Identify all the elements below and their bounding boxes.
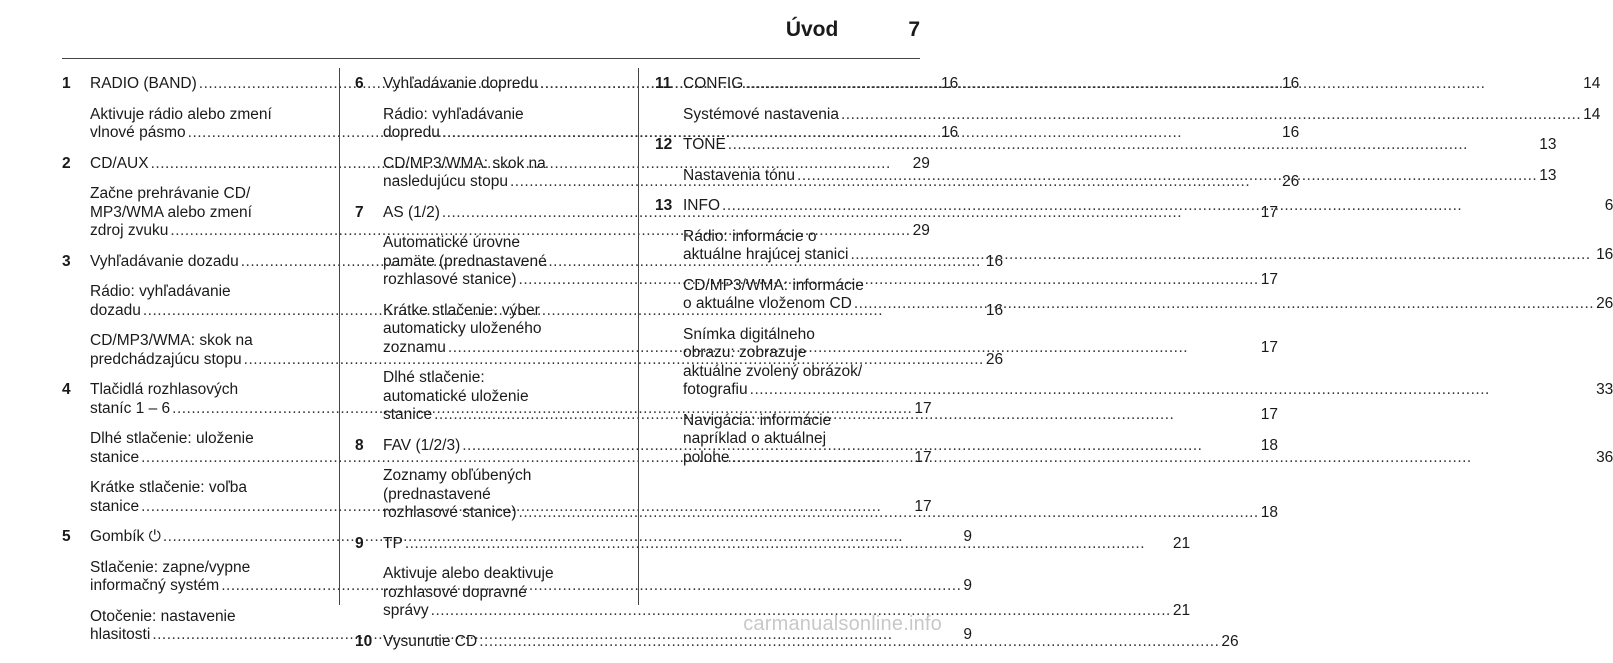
entry-number: 3 — [62, 252, 71, 270]
entry-number: 13 — [655, 197, 673, 214]
item-leader-line — [683, 449, 1613, 468]
item-leader-line — [683, 167, 1556, 186]
item-label: stanice — [383, 406, 433, 423]
item-page-ref: 18 — [1260, 436, 1278, 454]
toc-entry — [355, 534, 1191, 621]
item-page-ref: 21 — [1172, 534, 1191, 552]
item-text-line: CD/MP3/WMA: informácie — [683, 276, 864, 294]
entry-number: 2 — [62, 154, 71, 172]
page-number: 7 — [908, 18, 920, 41]
dot-leader — [745, 75, 1581, 94]
entry-number: 5 — [62, 528, 71, 545]
dot-leader — [750, 381, 1594, 400]
item-page-ref: 21 — [1172, 602, 1191, 619]
item-text-line: Rádio: vyhľadávanie — [383, 105, 524, 123]
item-leader-line — [683, 197, 1613, 216]
dot-leader — [519, 504, 1259, 523]
item-page-ref: 14 — [1583, 105, 1601, 123]
item-label: predchádzajúcu stopu — [90, 350, 242, 368]
item-label: Vysunutie CD — [383, 632, 478, 650]
item-text-line: Aktivuje rádio alebo zmení — [90, 105, 272, 123]
item-leader-line — [683, 295, 1613, 314]
item-page-ref: 16 — [940, 124, 959, 141]
item-page-ref: 17 — [1260, 271, 1278, 288]
item-label: FAV (1/2/3) — [383, 436, 461, 454]
entry-number: 12 — [655, 136, 673, 153]
item-label: CONFIG — [683, 75, 744, 92]
item-label: fotografiu — [683, 381, 748, 398]
dot-leader — [797, 167, 1537, 186]
item-label: Systémové nastavenia — [683, 105, 839, 123]
item-label: Gombík ⏻ — [90, 528, 161, 545]
item-page-ref: 16 — [1596, 246, 1613, 263]
dot-leader — [850, 246, 1594, 265]
item-leader-line — [683, 246, 1613, 265]
entry-number: 10 — [355, 632, 373, 650]
item-text-line: Snímka digitálneho — [683, 325, 815, 343]
item-text-line: Rádio: vyhľadávanie — [90, 283, 231, 300]
dot-leader — [728, 136, 1537, 155]
item-text-line: Navigácia: informácie — [683, 411, 832, 429]
entry-body — [683, 75, 1600, 124]
item-label: dopredu — [383, 124, 440, 141]
item-page-ref: 13 — [1539, 166, 1557, 184]
item-page-ref: 29 — [912, 154, 930, 172]
entry-body — [683, 197, 1613, 467]
item-page-ref: 17 — [914, 448, 932, 466]
item-leader-line — [383, 535, 1190, 554]
toc-item — [683, 197, 1613, 216]
item-page-ref: 29 — [912, 222, 930, 239]
item-label: správy — [383, 602, 429, 619]
entry-number: 9 — [355, 534, 364, 552]
dot-leader — [722, 197, 1603, 216]
item-label: nasledujúcu stopu — [383, 173, 508, 190]
entry-number: 11 — [655, 75, 672, 92]
item-label: AS (1/2) — [383, 203, 440, 221]
item-text-line: (prednastavené — [383, 485, 491, 503]
item-page-ref: 26 — [1281, 173, 1300, 190]
item-page-ref: 13 — [1539, 136, 1557, 153]
item-label: informačný systém — [90, 577, 220, 594]
item-label: stanice — [90, 497, 140, 515]
item-text-line: Zoznamy obľúbených — [383, 467, 532, 484]
toc-item — [683, 228, 1613, 265]
item-page-ref: 36 — [1596, 448, 1613, 466]
item-page-ref: 16 — [1281, 124, 1300, 141]
item-label: rozhlasové stanice) — [383, 271, 517, 288]
item-label: aktuálne hrajúcej stanici — [683, 246, 849, 263]
column-divider — [339, 68, 340, 605]
item-leader-line — [683, 75, 1600, 94]
item-page-ref: 26 — [1221, 632, 1239, 650]
item-page-ref: 16 — [1281, 75, 1300, 92]
toc-item — [683, 167, 1556, 186]
item-page-ref: 33 — [1596, 381, 1613, 398]
item-text-line: Tlačidlá rozhlasových — [90, 381, 239, 398]
item-text-line: pamäte (prednastavené — [383, 252, 547, 270]
item-page-ref: 14 — [1583, 75, 1601, 92]
item-label: staníc 1 – 6 — [90, 399, 171, 417]
item-text-line: Krátke stlačenie: výber — [383, 301, 540, 319]
item-label: stanice — [90, 448, 140, 466]
item-text-line: Dlhé stlačenie: uloženie — [90, 430, 254, 447]
item-page-ref: 16 — [985, 252, 1004, 270]
item-label: zdroj zvuku — [90, 222, 169, 239]
dot-leader — [854, 295, 1594, 314]
entry-number: 8 — [355, 436, 364, 454]
item-text-line: CD/MP3/WMA: skok na — [90, 332, 253, 349]
item-page-ref: 17 — [914, 399, 932, 417]
item-text-line: CD/MP3/WMA: skok na — [383, 154, 546, 172]
item-label: o aktuálne vloženom CD — [683, 295, 852, 312]
item-text-line: Automatické úrovne — [383, 234, 520, 251]
item-text-line: Začne prehrávanie CD/ — [90, 185, 251, 202]
page-header — [786, 18, 920, 42]
toc-entry — [355, 632, 1239, 652]
item-label: rozhlasové stanice) — [383, 504, 517, 521]
item-page-ref: 9 — [963, 577, 973, 594]
item-page-ref: 9 — [963, 626, 973, 643]
entry-number: 1 — [62, 75, 71, 92]
item-page-ref: 6 — [1604, 197, 1613, 214]
item-text-line: Rádio: informácie o — [683, 227, 817, 245]
toc-item — [683, 136, 1556, 155]
entry-number: 7 — [355, 203, 364, 221]
entry-body — [383, 535, 1190, 621]
item-text-line: rozhlasové dopravné — [383, 583, 527, 601]
entry-number: 6 — [355, 75, 364, 92]
item-label: vlnové pásmo — [90, 124, 186, 141]
column-divider — [638, 68, 639, 605]
item-label: dozadu — [90, 301, 141, 319]
item-text-line: Stlačenie: zapne/vypne — [90, 558, 251, 576]
item-page-ref: 17 — [1260, 338, 1278, 356]
item-text-line: obrazu: zobrazuje — [683, 344, 807, 361]
dot-leader — [405, 535, 1171, 554]
item-page-ref: 16 — [985, 301, 1004, 319]
item-leader-line — [683, 136, 1556, 155]
toc-item — [383, 535, 1190, 554]
item-page-ref: 18 — [1260, 504, 1278, 521]
item-page-ref: 17 — [914, 497, 932, 515]
item-text-line: automaticky uloženého — [383, 320, 542, 337]
item-leader-line — [683, 106, 1600, 125]
toc-item — [683, 277, 1613, 314]
item-page-ref: 26 — [985, 350, 1004, 368]
item-label: RADIO (BAND) — [90, 75, 197, 92]
item-label: hlasitosti — [90, 626, 151, 643]
item-label: zoznamu — [383, 338, 446, 356]
item-page-ref: 17 — [1260, 406, 1278, 423]
item-leader-line — [383, 504, 1278, 523]
entry-body — [683, 136, 1556, 185]
dot-leader — [732, 449, 1595, 468]
item-text-line: Otočenie: nastavenie — [90, 607, 236, 625]
item-text-line: Krátke stlačenie: voľba — [90, 479, 248, 496]
item-text-line: automatické uloženie — [383, 387, 529, 405]
item-page-ref: 26 — [1596, 295, 1613, 312]
item-label: Vyhľadávanie dopredu — [383, 75, 538, 92]
item-label: TP — [383, 534, 403, 552]
dot-leader — [841, 106, 1581, 125]
toc-item — [683, 326, 1613, 400]
toc-item — [683, 75, 1600, 94]
item-page-ref: 9 — [963, 528, 973, 545]
page-title: Úvod — [785, 18, 839, 41]
header-rule — [62, 58, 920, 59]
item-text-line: aktuálne zvolený obrázok/ — [683, 362, 863, 380]
item-leader-line — [683, 381, 1613, 400]
toc-item — [683, 412, 1613, 468]
item-text-line: Aktivuje alebo deaktivuje — [383, 565, 554, 582]
item-label: Nastavenia tónu — [683, 166, 796, 184]
watermark: carmanualsonline.info — [743, 613, 942, 635]
item-text-line: Dlhé stlačenie: — [383, 369, 485, 386]
item-page-ref: 16 — [940, 75, 959, 92]
item-text-line: MP3/WMA alebo zmení — [90, 203, 252, 221]
item-label: CD/AUX — [90, 154, 149, 172]
item-label: polohe — [683, 448, 730, 466]
entry-number: 4 — [62, 381, 71, 398]
item-label: TONE — [683, 136, 726, 153]
item-text-line: napríklad o aktuálnej — [683, 430, 827, 447]
toc-item — [683, 106, 1600, 125]
item-label: Vyhľadávanie dozadu — [90, 252, 239, 270]
item-page-ref: 17 — [1260, 203, 1278, 221]
item-label: INFO — [683, 197, 721, 214]
